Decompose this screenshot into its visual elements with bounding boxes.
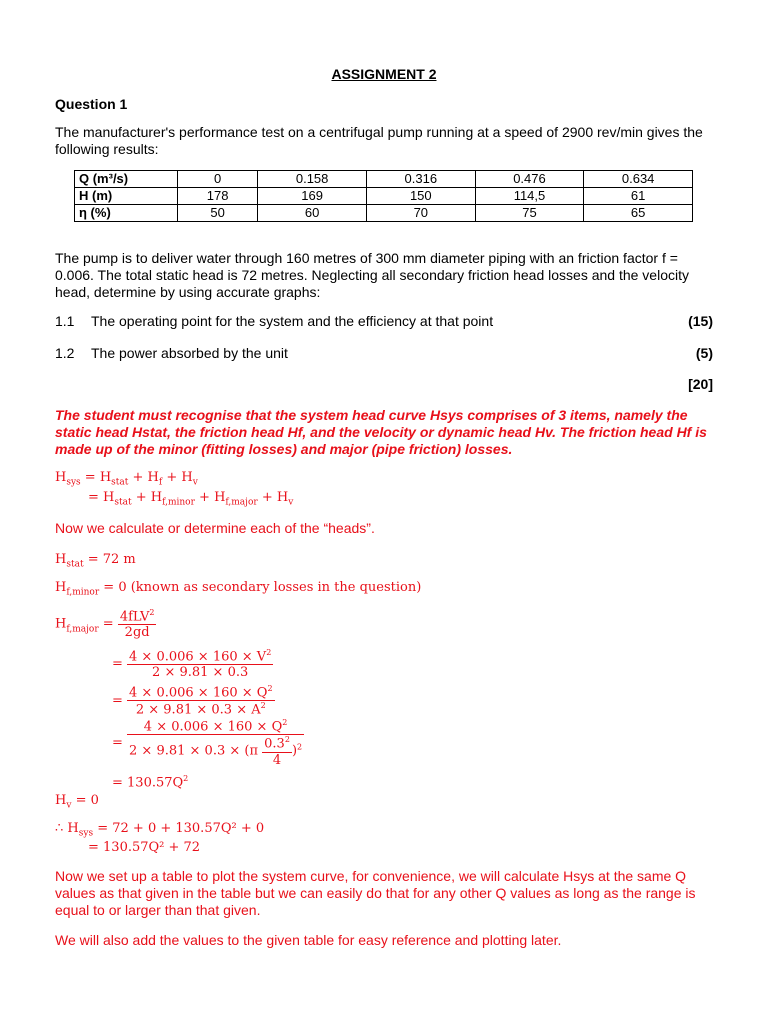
equation-hsys-expanded: = $H_{stat} + H_{f,minor} + H_{f,major} + H_v$ bbox=[88, 490, 294, 508]
table-cell: 75 bbox=[475, 205, 584, 222]
assignment-title: ASSIGNMENT 2 bbox=[331, 66, 437, 82]
hv-value: = 0 bbox=[75, 793, 99, 808]
table-cell: 0 bbox=[178, 171, 258, 188]
hsys-line2: = 130.57Q² + 72 bbox=[88, 840, 201, 855]
equation-hfmajor-4: = $4 \times 0.006 \times 160 \times Q^2$ 2 × 9.81 × 0.3 × (π $\frac{0.3^2}{4}$ )$^2$ bbox=[112, 718, 303, 768]
sub-question-text: The operating point for the system and the efficiency at that point bbox=[91, 313, 494, 329]
row-label: η (%) bbox=[75, 205, 178, 222]
hfminor-value: = 0 (known as secondary losses in the question) bbox=[103, 580, 422, 595]
hsys-line1: = 72 + 0 + 130.57Q² + 0 bbox=[97, 821, 265, 836]
total-marks: [20] bbox=[688, 376, 713, 392]
equation-hfminor: $H_{f,minor} = 0$ (known as secondary losses in the question) bbox=[55, 580, 422, 598]
row-label: H (m) bbox=[75, 188, 178, 205]
table-cell: 61 bbox=[584, 188, 693, 205]
sub-question-text: The power absorbed by the unit bbox=[91, 345, 288, 361]
marks-label: (5) bbox=[695, 345, 713, 361]
table-cell: 50 bbox=[178, 205, 258, 222]
marks-label: (15) bbox=[688, 313, 713, 329]
table-row bbox=[75, 205, 693, 222]
calc-intro: Now we calculate or determine each of the “heads”. bbox=[55, 520, 375, 536]
table-cell: 169 bbox=[258, 188, 367, 205]
table-cell: 0.158 bbox=[258, 171, 367, 188]
sub-question-number: 1.2 bbox=[55, 345, 75, 361]
table-cell: 60 bbox=[258, 205, 367, 222]
equation-hsys-final: ∴ $H_{sys} = 72 + 0 + 130.57Q^2 + 0$ bbox=[55, 821, 265, 839]
table-cell: 0.476 bbox=[475, 171, 584, 188]
final-note: We will also add the values to the given table for easy reference and plotting later. bbox=[55, 932, 562, 948]
table-cell: 114,5 bbox=[475, 188, 584, 205]
table-cell: 70 bbox=[366, 205, 475, 222]
equation-hv: $H_v = 0$ bbox=[55, 793, 99, 811]
sub-question bbox=[55, 345, 715, 361]
equation-hstat: $H_{stat} = 72$ m bbox=[55, 552, 136, 570]
problem-statement: The pump is to deliver water through 160 metres of 300 mm diameter piping with an friction factor f = 0.006. The total static head is 72 metres. Neglecting all secondary friction head losses and the velocity head, determine by using accurate graphs: bbox=[55, 250, 689, 300]
equation-hfmajor-result: = $130.57Q^2$ bbox=[112, 774, 189, 791]
sub-question-number: 1.1 bbox=[55, 313, 75, 329]
equation-hfmajor-1: $H_{f,major}$ = $\frac{4fLV^2}{2gd}$ bbox=[55, 608, 155, 641]
equation-hsys-final-2 bbox=[88, 840, 200, 855]
table-row bbox=[75, 171, 693, 188]
sub-question bbox=[55, 313, 715, 329]
question-intro: The manufacturer's performance test on a centrifugal pump running at a speed of 2900 rev/min gives the following results: bbox=[55, 124, 703, 157]
question-heading: Question 1 bbox=[55, 96, 128, 112]
table-cell: 65 bbox=[584, 205, 693, 222]
row-label: Q (m³/s) bbox=[75, 171, 178, 188]
hstat-value: = 72 m bbox=[87, 552, 136, 567]
table-cell: 0.316 bbox=[366, 171, 475, 188]
performance-table bbox=[74, 170, 693, 222]
equation-hfmajor-2: = $\frac{4 \times 0.006 \times 160 \times V^2}{2 \times 9.81 \times 0.3}$ bbox=[112, 648, 272, 681]
table-cell: 178 bbox=[178, 188, 258, 205]
table-cell: 0.634 bbox=[584, 171, 693, 188]
table-note: Now we set up a table to plot the system curve, for convenience, we will calculate Hsys at the same Q values as that given in the table but we can easily do that for any other Q values as long as the range is equal to or larger than that given. bbox=[55, 868, 696, 918]
solution-note: The student must recognise that the system head curve Hsys comprises of 3 items, namely the static head Hstat, the friction head Hf, and the velocity or dynamic head Hv. The friction head Hf is made up of the minor (fitting losses) and major (pipe friction) losses. bbox=[55, 407, 707, 457]
table-row bbox=[75, 188, 693, 205]
equation-hfmajor-3: = $\frac{4 \times 0.006 \times 160 \times Q^2}{2 \times 9.81 \times 0.3 \times A^2}$ bbox=[112, 684, 273, 718]
equation-hsys-definition: $H_{sys} = H_{stat} + H_f + H_v$ bbox=[55, 470, 198, 488]
table-cell: 150 bbox=[366, 188, 475, 205]
